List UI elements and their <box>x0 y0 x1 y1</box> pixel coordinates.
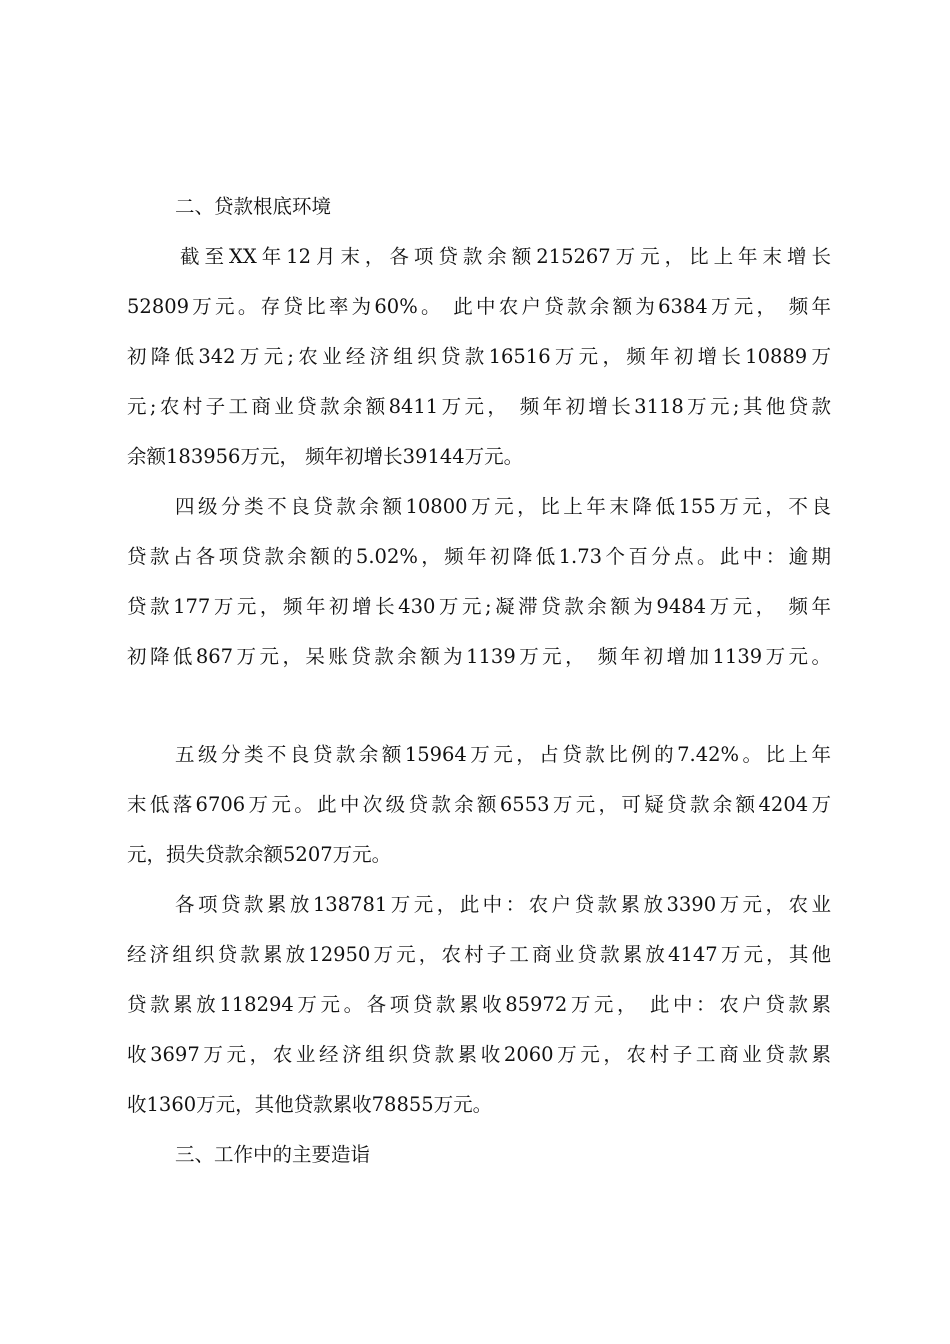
paragraph-line: 截至XX年12月末，各项贷款余额215267万元，比上年末增长 <box>180 245 831 268</box>
paragraph-line: 收1360万元，其他贷款累收78855万元。 <box>127 1093 493 1116</box>
paragraph-line: 元，损失贷款余额5207万元。 <box>127 843 392 866</box>
paragraph-line: 贷款占各项贷款余额的5.02%，频年初降低1.73个百分点。此中：逾期 <box>127 545 831 568</box>
paragraph-line: 四级分类不良贷款余额10800万元，比上年末降低155万元，不良 <box>175 495 831 518</box>
paragraph-line: 五级分类不良贷款余额15964万元，占贷款比例的7.42%。比上年 <box>175 743 831 766</box>
paragraph-line: 贷款177万元，频年初增长430万元;凝滞贷款余额为9484万元， 频年 <box>127 595 831 618</box>
paragraph-line: 各项贷款累放138781万元，此中：农户贷款累放3390万元，农业 <box>175 893 831 916</box>
paragraph-line: 贷款累放118294万元。各项贷款累收85972万元， 此中：农户贷款累 <box>127 993 831 1016</box>
section-heading-loan-environment: 二、贷款根底环境 <box>175 195 332 218</box>
section-heading-main-achievements: 三、工作中的主要造诣 <box>175 1143 371 1166</box>
paragraph-line: 初降低342万元;农业经济组织贷款16516万元，频年初增长10889万 <box>127 345 831 368</box>
paragraph-line: 经济组织贷款累放12950万元，农村子工商业贷款累放4147万元，其他 <box>127 943 831 966</box>
paragraph-line: 元;农村子工商业贷款余额8411万元， 频年初增长3118万元;其他贷款 <box>127 395 831 418</box>
paragraph-line: 末低落6706万元。此中次级贷款余额6553万元，可疑贷款余额4204万 <box>127 793 831 816</box>
paragraph-line: 初降低867万元，呆账贷款余额为1139万元， 频年初增加1139万元。 <box>127 645 831 668</box>
paragraph-line: 余额183956万元， 频年初增长39144万元。 <box>127 445 524 468</box>
paragraph-line: 收3697万元，农业经济组织贷款累收2060万元，农村子工商业贷款累 <box>127 1043 831 1066</box>
paragraph-line: 52809万元。存贷比率为60%。 此中农户贷款余额为6384万元， 频年 <box>127 295 831 318</box>
